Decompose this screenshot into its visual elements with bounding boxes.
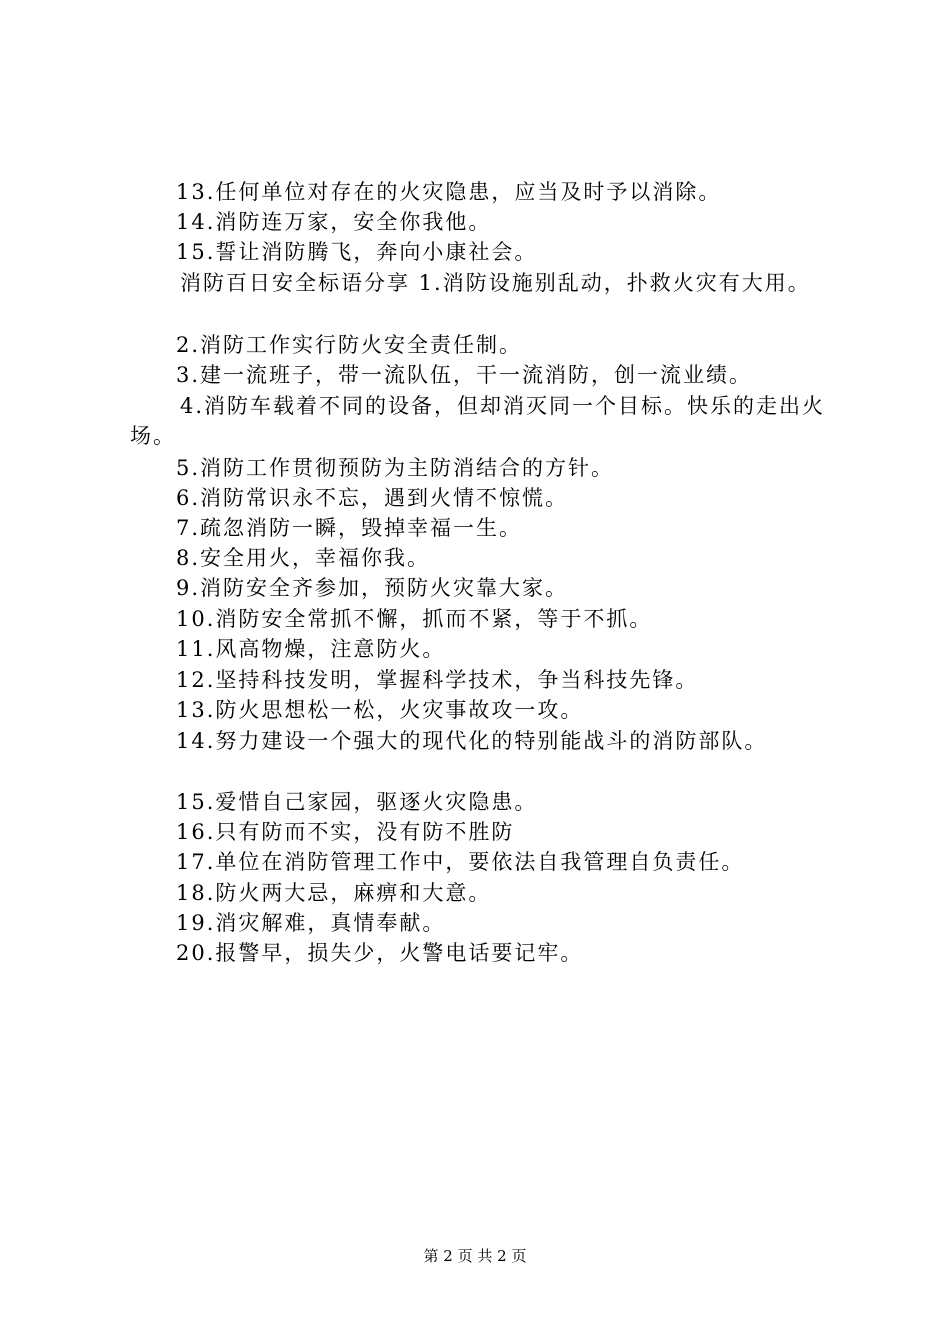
text-line: 20.报警早，损失少，火警电话要记牢。 (176, 941, 584, 965)
text-line: 18.防火两大忌，麻痹和大意。 (176, 881, 492, 905)
text-line: 15.誓让消防腾飞，奔向小康社会。 (176, 240, 538, 264)
text-line: 12.坚持科技发明，掌握科学技术，争当科技先锋。 (176, 668, 699, 692)
text-line: 15.爱惜自己家园，驱逐火灾隐患。 (176, 790, 538, 814)
text-line: 14.努力建设一个强大的现代化的特别能战斗的消防部队。 (176, 729, 768, 753)
text-line: 7.疏忽消防一瞬，毁掉幸福一生。 (176, 516, 523, 540)
text-line: 17.单位在消防管理工作中，要依法自我管理自负责任。 (176, 850, 745, 874)
text-paragraph: 消防百日安全标语分享 1.消防设施别乱动，扑救火灾有大用。 (180, 271, 811, 295)
text-line: 13.防火思想松一松，火灾事故攻一攻。 (176, 698, 584, 722)
text-line: 8.安全用火，幸福你我。 (176, 546, 431, 570)
text-line: 11.风高物燥，注意防火。 (176, 637, 446, 661)
text-line: 19.消灾解难，真情奉献。 (176, 911, 446, 935)
text-line: 3.建一流班子，带一流队伍，干一流消防，创一流业绩。 (176, 363, 753, 387)
text-line: 6.消防常识永不忘，遇到火情不惊慌。 (176, 486, 569, 510)
text-line: 10.消防安全常抓不懈，抓而不紧，等于不抓。 (176, 607, 653, 631)
text-line: 13.任何单位对存在的火灾隐患，应当及时予以消除。 (176, 180, 722, 204)
text-line: 5.消防工作贯彻预防为主防消结合的方针。 (176, 456, 615, 480)
text-line: 9.消防安全齐参加，预防火灾靠大家。 (176, 576, 569, 600)
text-line: 14.消防连万家，安全你我他。 (176, 210, 492, 234)
page-footer: 第 2 页 共 2 页 (423, 1247, 527, 1265)
text-line: 2.消防工作实行防火安全责任制。 (176, 333, 523, 357)
text-paragraph: 4.消防车载着不同的设备，但却消灭同一个目标。快乐的走出火场。 (130, 394, 826, 448)
text-line: 16.只有防而不实，没有防不胜防 (176, 820, 515, 844)
